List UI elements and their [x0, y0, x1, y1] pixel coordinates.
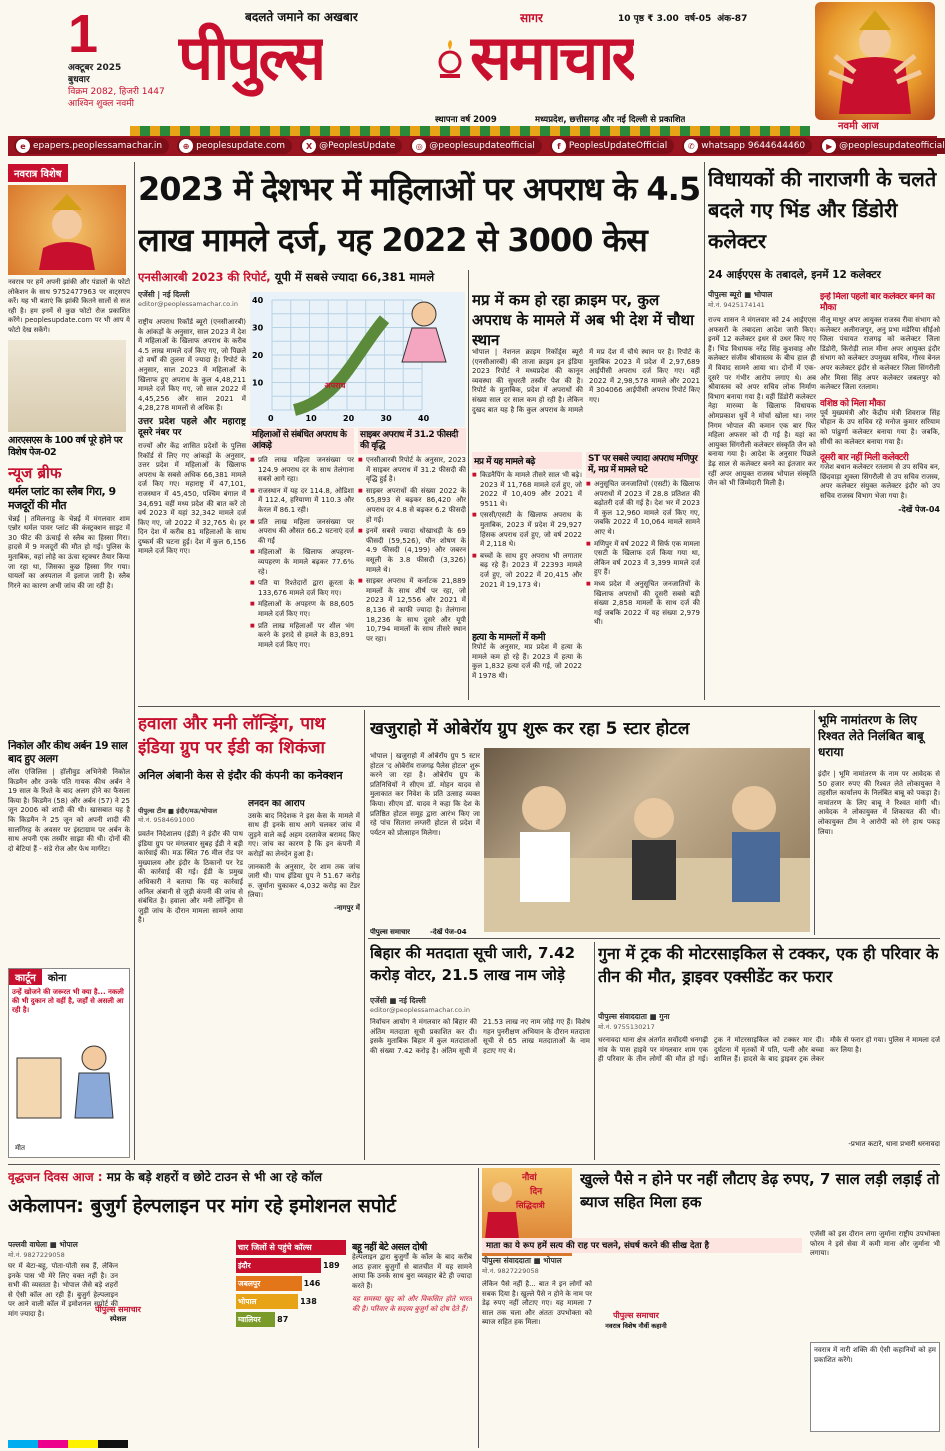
- logo-text: पीपुल्स समाचार: [613, 1311, 659, 1320]
- box-head: बहू नहीं बेटे असल दोषी: [352, 1242, 427, 1253]
- byline: एजेंसी | नई दिल्ली: [138, 290, 190, 299]
- cyber-crime-list: [358, 456, 466, 644]
- social-label: @peoplesupdateofficial: [839, 141, 945, 151]
- guna-byline: [598, 1012, 708, 1031]
- transfer-body: राज्य शासन ने मंगलवार को 24 आईएएस अफसरों के तबादला आदेश जारी किए। इनमें 12 कलेक्टर इधर से उधर किए गए हैं। भिंड विधायक नरेंद्र सिंह कुशवाह और कलेक्टर संजीव श्रीवास्तव के बीच हाल ही में विवाद सामने आया था। दोनों में एक-दूसरे पर गंभीर आरोप लगाए थे। अब श्रीवास्तव को अपर सचिव लोक निर्माण विभाग बनाया गया है। वहीं डिंडोरी कलेक्टर नेहा मारव्या के खिलाफ विधायक ओमप्रकाश धुर्वे ने मोर्चा खोला था। नगर निगम भोपाल की कमान एक बार फिर महिला अफसर को दी गई है। यहां का आयुक्त सिंगरौली कलेक्टर संस्कृति जैन को बनाया गया है। आदेश के अनुसार पिछले डेढ़ साल से कलेक्टर बनने का इंतजार कर रहीं अपर आयुक्त राजस्व भोपाल संस्कृति जैन को भी जिम्मेदारी मिली है।: [708, 316, 816, 488]
- badge-line2: दिन: [530, 1187, 543, 1197]
- elder-byline: [8, 1240, 118, 1259]
- logo-sub: नवरात्र विशेष नौवीं कहानी: [605, 1322, 667, 1330]
- list-item: ■ पति या रिश्तेदारों द्वारा क्रूरता के 133,676 मामले दर्ज किए गए।: [250, 579, 354, 598]
- byline: पीपुल्स टीम ■ इंदौर/मऊ/भोपाल: [138, 807, 218, 815]
- social-x[interactable]: [300, 138, 402, 154]
- call-value: 146: [303, 1279, 321, 1288]
- scared-woman-icon: [390, 296, 458, 366]
- date-tithi: आश्विन शुक्ल नवमी: [68, 99, 134, 109]
- byline: पीपुल्स संवाददाता ■ गुना: [598, 1012, 670, 1021]
- navratri-text: नवरात्र पर हमें अपनी झांकी और पंडालों के फोटो लोकेशन के साथ 9752477963 पर वाट्सएप करें। यह भी बताएं कि झांकी कितने सालों से सज रही है। हम इनमें से कुछ फोटो रोज प्रकाशित करेंगे। peoplesupdate.com पर भी आप ये फोटो देख सकेंगे।: [8, 278, 130, 334]
- x-tick-label: 0: [268, 414, 274, 423]
- durga-icon: [27, 190, 107, 270]
- calls-table-box: [236, 1240, 346, 1330]
- list-item: ■ एससी/एसटी के खिलाफ अपराध के मुताबिक, 2023 में प्रदेश में 29,927 हिंसक अपराध दर्ज हुए, जो वर्ष 2022 में 2,118 थे।: [472, 511, 582, 549]
- murder-box: [472, 630, 582, 698]
- bihar-headline: बिहार की मतदाता सूची जारी, 7.42 करोड़ वोटर, 21.5 लाख नाम जोड़े: [370, 944, 576, 984]
- money-note: [810, 1342, 940, 1432]
- box-head: इन्हें मिला पहली बार कलेक्टर बनने का मौका: [820, 292, 935, 313]
- y-tick-label: 40: [252, 296, 264, 305]
- mobile: मो.नं. 9425174141: [708, 301, 765, 309]
- globe-icon: ⊕: [179, 139, 193, 153]
- transfer-headline: विधायकों की नाराजगी के चलते बदले गए भिंड और डिंडोरी कलेक्टर: [708, 167, 937, 253]
- khajuraho-photo: [484, 748, 810, 932]
- x-icon: X: [302, 139, 316, 153]
- social-label: @peoplesupdateofficial: [429, 141, 535, 151]
- x-tick-label: 10: [305, 414, 317, 423]
- list-item: ■ प्रति लाख महिला जनसंख्या पर अपराध की औसत 66.2 घटनाएं दर्ज की गईं: [250, 518, 354, 547]
- box-head: महिलाओं से संबंधित अपराध के आंकड़े: [250, 428, 354, 454]
- lead-kicker-badge: एनसीआरबी 2023 की रिपोर्ट,: [138, 270, 271, 284]
- lead-byline: [138, 290, 246, 308]
- cartoon-speech: उन्हें खोजने की जरूरत भी क्या है... नकली की भी दुकान तो वहीं है, जहाँ से असली आ रही है।: [12, 988, 124, 1014]
- hawala-subhead: लेनदेन का आरोप: [248, 800, 305, 809]
- hawala-headline: हवाला और मनी लॉन्ड्रिंग, पाथ इंडिया ग्रुप पर ईडी का शिकंजा: [138, 714, 326, 758]
- date-weekday: बुधवार: [68, 75, 90, 85]
- y-tick-label: 20: [252, 351, 264, 360]
- list-item: ■ महिलाओं के खिलाफ अपहरण-व्यपहरण के मामले बढ़कर 77.6% रहे।: [250, 548, 354, 577]
- goddess-caption: नवमी आज: [838, 121, 879, 132]
- lead-para-1: राष्ट्रीय अपराध रिकॉर्ड ब्यूरो (एनसीआरबी) के आंकड़ों के अनुसार, साल 2023 में देश में महिलाओं के खिलाफ अपराध के करीब 4.5 लाख मामले दर्ज किए गए, जो पिछले दो वर्षों की तुलना में ज्यादा है। रिपोर्ट के अनुसार, साल 2023 में महिलाओं के खिलाफ हुए अपराध के कुल 4,48,211 मामले दर्ज किए गए, जो साल 2022 में 4,45,256 और साल 2021 में 4,28,278 मामलों से अधिक हैं।: [138, 318, 246, 413]
- y-tick-label: 30: [252, 323, 264, 333]
- email: editor@peoplessamachar.co.in: [370, 1006, 470, 1014]
- call-bar: जबलपुर: [236, 1276, 302, 1291]
- lead-chart: [250, 292, 465, 427]
- social-youtube[interactable]: [820, 138, 945, 154]
- social-label: PeoplesUpdateOfficial: [568, 141, 668, 151]
- cartoon-name: कोना: [47, 973, 67, 984]
- bihar-text: निर्वाचन आयोग ने मंगलवार को बिहार की अंतिम मतदाता सूची प्रकाशित कर दी। इसके मुताबिक बिहार में कुल मतदाताओं की संख्या 7.42 करोड़ है। अंतिम सूची में 21.53 लाख नए नाम जोड़े गए हैं। विशेष गहन पुनरीक्षण अभियान के दौरान मतदाता सूची से 65 लाख मतदाताओं के नाम हटाए गए थे।: [370, 1018, 590, 1055]
- toran-decoration: [130, 126, 810, 136]
- box3-head: दूसरी बार नहीं मिली कलेक्टरी: [820, 453, 909, 464]
- social-whatsapp[interactable]: [682, 138, 812, 154]
- goddess-image: [815, 2, 935, 120]
- guna-signoff: -प्रभात कटारे, थाना प्रभारी धरनावदा: [848, 1140, 940, 1148]
- y-tick-label: 10: [252, 378, 264, 388]
- elder-kicker: [8, 1168, 478, 1185]
- tagline: बदलते जमाने का अखबार: [245, 10, 358, 24]
- lead-body: [138, 318, 246, 698]
- elder-headline: अकेलापन: बुजुर्ग हेल्पलाइन पर मांग रहे इमोशनल सपोर्ट: [8, 1195, 396, 1217]
- call-value: 87: [277, 1315, 289, 1324]
- navratri-badge: नवरात्र विशेष: [8, 164, 68, 182]
- first-collector-box: [820, 292, 940, 700]
- calls-bars: [236, 1257, 346, 1328]
- note-text: नवरात्र में नारी शक्ति की ऐसी कहानियों को हम प्रकाशित करेंगे।: [814, 1346, 936, 1364]
- price-line: [618, 11, 747, 24]
- guna-text: धरनावदा थाना क्षेत्र अंतर्गत सर्वोदयी धनगढ़ी गांव के पास हाइवे पर मंगलवार शाम एक ही परिवार के तीन लोगों की मौत हो गई। ट्रक ने मोटरसाइकिल को टक्कर मार दी। दुर्घटना में मृतकों में पति, पत्नी और बच्चा शामिल हैं। हादसे के बाद ड्राइवर ट्रक लेकर मौके से फरार हो गया। पुलिस ने मामला दर्ज कर लिया है।: [598, 1036, 940, 1064]
- pages-price: 10 पृष्ठ ₹ 3.00: [618, 14, 679, 24]
- social-label: @PeoplesUpdate: [319, 141, 396, 151]
- facebook-icon: f: [552, 139, 566, 153]
- woman-illustration: [390, 296, 458, 366]
- list-item: ■ साइबर अपराध में कर्नाटक 21,889 मामलों के साथ शीर्ष पर रहा, जो 2023 में 12,556 और 2021 में 8,136 से काफी ज्यादा है। तेलंगाना 18,236 के साथ दूसरे और यूपी 10,794 मामलों के साथ तीसरे स्थान पर रहा।: [358, 577, 466, 644]
- hawala-sub: अनिल अंबानी केस से इंदौर की कंपनी का कनेक्शन: [138, 769, 343, 782]
- date-month: अक्टूबर 2025: [68, 63, 122, 73]
- byline: एजेंसी ■ नई दिल्ली: [370, 996, 426, 1005]
- date-vikram: विक्रम 2082, हिजरी 1447: [68, 87, 165, 97]
- byline: पीपुल्स संवाददाता ■ भोपाल: [482, 1256, 562, 1265]
- list-item: ■ मणिपुर में वर्ष 2022 में सिर्फ एक मामला एसटी के खिलाफ दर्ज किया गया था, लेकिन वर्ष 2023 में 3,399 मामले दर्ज हुए हैं।: [586, 540, 700, 578]
- list-item: ■ बच्चों के साथ हुए अपराध भी लगातार बढ़ रहे हैं। 2023 में 22393 मामले दर्ज हुए, जो 2022 में 20,415 और 2021 में 19,173 थे।: [472, 552, 582, 590]
- women-crime-box: [250, 428, 354, 698]
- list-item: ■ प्रति लाख महिला जनसंख्या पर 124.9 अपराध दर के साथ तेलंगाना सबसे आगे रहा।: [250, 456, 354, 485]
- hawala-body-1: प्रवर्तन निदेशालय (ईडी) ने इंदौर की पाथ इंडिया ग्रुप पर मंगलवार सुबह ईडी ने बड़ी कार्रवाई की। मऊ स्थित 76 मील रोड पर मुख्यालय और इंदौर के ठिकानों पर रेड की कार्रवाई की गई। ईडी के प्रमुख अधिकारी ने बताया कि यह कार्रवाई अनिल अंबानी से जुड़ी कंपनी की जांच से संबंधित है। हवाला और मनी लॉन्ड्रिंग से जुड़ी जांच के दौरान मामला सामने आया है।: [138, 830, 243, 925]
- rss-thumbnail: [8, 340, 126, 432]
- lead-headline: 2023 में देशभर में महिलाओं पर अपराध के 4.5 लाख मामले दर्ज, यह 2022 से 3000 केस: [138, 170, 701, 259]
- list-item: ■ प्रति लाख महिलाओं पर शील भंग करने के इरादे से हमले के 83,891 मामले दर्ज किए गए।: [250, 622, 354, 651]
- call-bar-row: [236, 1275, 346, 1292]
- money-quote: माता का ये रूप हमें सत्य की राह पर चलने, संघर्ष करने की सीख देता है: [482, 1238, 802, 1253]
- list-item: ■ अनुसूचित जनजातियों (एसटी) के खिलाफ अपराधों में 2023 में 28.8 प्रतिशत की बढ़ोतरी दर्ज की गई है। देश भर में 2023 में कुल 12,960 मामले दर्ज किए गए, जबकि 2022 में 10,064 मामले सामने आए थे।: [586, 480, 700, 538]
- money-logo: [596, 1310, 676, 1330]
- signoff: -नागपुर में: [333, 903, 360, 912]
- list-item: ■ महिलाओं के अपहरण के 88,605 मामले दर्ज किए गए।: [250, 600, 354, 619]
- nicole-headline: निकोल और कीथ अर्बन 19 साल बाद हुए अलग: [8, 740, 128, 765]
- date-number: 1: [68, 4, 99, 64]
- call-bar: भोपाल: [236, 1294, 298, 1309]
- series-label: अपराध: [324, 381, 346, 390]
- badge-line3: सिद्धिदात्री: [516, 1201, 545, 1210]
- social-label: whatsapp 9644644460: [701, 141, 806, 151]
- mp-increase-list: [472, 471, 582, 590]
- social-facebook[interactable]: [550, 138, 674, 154]
- mobile: मो.नं. 9755130217: [598, 1023, 655, 1031]
- cyber-crime-box: [358, 428, 466, 698]
- mp-increase-box: [472, 452, 582, 627]
- box-head: साइबर अपराध में 31.2 फीसदी की वृद्धि: [358, 428, 466, 454]
- mp-body: भोपाल | नेशनल क्राइम रिकॉर्ड्स ब्यूरो (एनसीआरबी) की ताजा क्राइम इन इंडिया 2023 रिपोर्ट ने मध्यप्रदेश की कानून व्यवस्था की सुधरती तस्वीर पेश की है। रिपोर्ट के मुताबिक, प्रदेश में अपराधों की संख्या साल दर साल कम हो रही है। लेकिन दुखद बात यह है कि कुल अपराध के मामले में मप्र देश में चौथे स्थान पर है। रिपोर्ट के मुताबिक 2023 में प्रदेश में 2,97,689 आईपीसी अपराध दर्ज किए गए। वहीं 2022 में 2,98,578 मामले और 2021 में 304066 आईपीसी अपराध रिपोर्ट किए गए।: [472, 348, 700, 414]
- durga-image: [8, 185, 126, 275]
- transfer-byline: [708, 290, 816, 309]
- lead-kicker: [138, 270, 698, 285]
- logo-sub: स्पेशल: [109, 1315, 127, 1323]
- lead-subhead: उत्तर प्रदेश पहले और महाराष्ट्र दूसरे नंबर पर: [138, 416, 246, 438]
- murder-text: रिपोर्ट के अनुसार, मप्र प्रदेश में हत्या के मामले कम हो रहे हैं। 2023 में हत्या के कुल 1,832 हत्या दर्ज की गई, जो 2022 में 1978 थी।: [472, 643, 582, 680]
- elder-kicker-text: मप्र के बड़े शहरों व छोटे टाउन से भी आ रहे कॉल: [106, 1170, 323, 1184]
- city-label: सागर: [520, 11, 543, 25]
- murder-head: हत्या के मामलों में कमी: [472, 632, 546, 643]
- hawala-body-2: [248, 800, 360, 1160]
- call-bar-row: [236, 1311, 346, 1328]
- list-item: ■ किडनैपिंग के मामले तीसरे साल भी बढ़े। 2023 में 11,768 मामले दर्ज हुए, जो 2022 में 10,409 और 2021 में 9511 थे।: [472, 471, 582, 509]
- signoff: -देखें पेज-04: [898, 504, 940, 514]
- call-bar: इंदौर: [236, 1258, 321, 1273]
- date-block: [68, 62, 178, 110]
- states-label: मध्यप्रदेश, छत्तीसगढ़ और नई दिल्ली से प्रकाशित: [535, 115, 686, 125]
- guna-headline: गुना में ट्रक की मोटरसाइकिल से टक्कर, एक ही परिवार के तीन की मौत, ड्राइवर एक्सीडेंट कर फरार: [598, 944, 939, 986]
- whatsapp-icon: ✆: [684, 139, 698, 153]
- khajuraho-text: भोपाल | खजुराहो में ओबेरॉय ग्रुप 5 स्टार होटल 'द ओबेरॉय राजगढ़ पैलेस होटल' शुरू करने जा रहा है। ओबेरॉय ग्रुप के प्रतिनिधियों ने सीएम डॉ. मोहन यादव से मुलाकात कर निवेश के प्रति उत्साह व्यक्त किया। सीएम डॉ. यादव ने कहा कि देश के प्रतिष्ठित होटल समूह द्वारा आरंभ किए जा रहे पांच सितारा लग्जरी होटल से प्रदेश में पर्यटन को प्रोत्साहन मिलेगा।: [370, 752, 480, 837]
- list-item: ■ इनमें सबसे ज्यादा धोखाधड़ी के 69 फीसदी (59,526), यौन शोषण के 4.9 फीसदी (4,199) और जबरन वसूली के 3.8 फीसदी (3,326) मामले थे।: [358, 527, 466, 575]
- list-item: ■ मध्य प्रदेश में अनुसूचित जनजातियों के खिलाफ अपराधों की दूसरी सबसे बड़ी संख्या 2,858 मामलों के साथ दर्ज की गई जबकि 2022 में यह संख्या 2,979 थी।: [586, 580, 700, 628]
- bribe-headline: भूमि नामांतरण के लिए रिश्वत लेते निलंबित बाबू धराया: [818, 713, 924, 759]
- social-instagram[interactable]: [410, 138, 542, 154]
- money-headline: खुल्ले पैसे न होने पर नहीं लौटाए डेढ़ रुपए, 7 साल लड़ी लड़ाई तो ब्याज सहित मिला हक: [580, 1170, 940, 1211]
- mp-headline: मप्र में कम हो रहा क्राइम पर, कुल अपराध के मामले में अब भी देश में चौथा स्थान: [472, 291, 694, 349]
- box2-text: पूर्व मुख्यमंत्री और केंद्रीय मंत्री शिवराज सिंह चौहान के उप सचिव रहे मनोज कुमार सरियाम को पांढुर्णा कलेक्टर बनाया गया है। जबकि, सीधी का कलेक्टर बनाया गया है।: [820, 408, 940, 446]
- rss-headline: आरएसएस के 100 वर्ष पूरे होने पर विशेष पेज-02: [8, 434, 123, 458]
- call-bar-row: [236, 1293, 346, 1310]
- bribe-text: इंदौर | भूमि नामांतरण के नाम पर आवेदक से 50 हजार रुपए की रिश्वत लेते लोकायुक्त ने तहसील कार्यालय के निलंबित बाबू को पकड़ा है। नामांतरण के लिए बाबू ने रिश्वत मांगी थी। आवेदक ने लोकायुक्त में शिकायत की थी। लोकायुक्त टीम ने आरोपी को रंगे हाथ पकड़ लिया।: [818, 770, 940, 836]
- call-value: 138: [300, 1297, 317, 1306]
- call-bar: ग्वालियर: [236, 1312, 275, 1327]
- list-item: ■ राजस्थान में यह दर 114.8, ओडिशा में 112.4, हरियाणा में 110.3 और केरल में 86.1 रही।: [250, 487, 354, 516]
- x-tick-label: 30: [380, 414, 392, 423]
- list-item: ■ साइबर अपराधों की संख्या 2022 के 65,893 से बढ़कर 86,420 और अपराध दर 4.8 से बढ़कर 6.2 फीसदी हो गई।: [358, 487, 466, 525]
- khajuraho-signoff: -देखें पेज-04: [430, 928, 467, 936]
- cartoon-badge: कार्टून: [9, 969, 42, 985]
- money-right-text: एजेंसी को इस दौरान लगा जुर्माना राष्ट्रीय उपभोक्ता फोरम ने इसे सेवा में कमी माना और जुर्माना भी लगाया।: [810, 1230, 940, 1258]
- elder-logo: [88, 1304, 148, 1324]
- hawala-byline: [138, 806, 243, 824]
- logo-text: पीपुल्स समाचार: [95, 1305, 141, 1314]
- color-registration-bar: [8, 1440, 128, 1448]
- transfer-sub: 24 आईएएस के तबादले, इनमें 12 कलेक्टर: [708, 269, 881, 281]
- table-head: चार जिलों से पहुंचे कॉल्स: [236, 1240, 346, 1255]
- mobile: मो.नं. 9827229058: [8, 1251, 65, 1259]
- instagram-icon: ◎: [412, 139, 426, 153]
- quote-text: यह समस्या खुद को और विकसित होते भारत की है। परिवार के सदस्य बुजुर्ग को दोष देते हैं।: [352, 1295, 472, 1313]
- meeting-photo-icon: [484, 748, 810, 932]
- mobile: मो.नं. 9584691000: [138, 816, 195, 824]
- box-head: मप्र में यह मामले बढ़े: [472, 452, 582, 469]
- box-text: नीलू माथुर अपर आयुक्त राजस्व रीवा संभाग को कलेक्टर अलीराजपुर, अनु प्रभा मडेरिया सीईओ जिला पंचायत राजगढ़ को कलेक्टर जिला डिंडोरी, किरोड़ी लाल मीना अपर आयुक्त इंदौर संभाग को कलेक्टर उपमुख्य सचिव, गौरव बेनल अपर कलेक्टर इंदौर से कलेक्टर जिला सिंगरौली और मिसा सिंह अपर कलेक्टर जबलपुर को कलेक्टर जिला रतलाम।: [820, 316, 940, 392]
- social-epaper[interactable]: [14, 138, 169, 154]
- masthead: [0, 0, 945, 136]
- founded-label: स्थापना वर्ष 2009: [435, 115, 497, 125]
- khajuraho-headline: खजुराहो में ओबेरॉय ग्रुप शुरू कर रहा 5 स्टार होटल: [370, 719, 690, 739]
- box3-text: गजेश बधान कलेक्टर रतलाम से उप सचिव बन, छिंदवाड़ा शुक्ला सिंगरौली से उप सचिव राजस्व, अपर कलेक्टर संयुक्त कलेक्टर इंदौर को उप सचिव राजस्व विभाग भेजा गया है।: [820, 463, 940, 500]
- mp-st-box: [586, 452, 700, 697]
- cartoon-sign: मीत: [15, 1144, 25, 1152]
- box-head: ST पर सबसे ज्यादा अपराध मणिपुर में, मप्र में मामले घटे: [586, 452, 700, 478]
- lead-kicker-text: यूपी में सबसे ज्यादा 66,381 मामले: [274, 270, 435, 284]
- paper-title-right: समाचार: [470, 21, 634, 94]
- money-byline: [482, 1256, 592, 1275]
- mp-st-list: [586, 480, 700, 628]
- social-label: peoplesupdate.com: [196, 141, 286, 151]
- lamp-logo-icon: [432, 40, 468, 90]
- box-text: हेल्पलाइन द्वारा बुजुर्गों के कॉल के बाद करीब आठ हजार बुजुर्गों से बातचीत में यह सामने आया कि उनके साथ बुरा व्यवहार बेटे ही ज्यादा करते हैं।: [352, 1253, 472, 1290]
- x-tick-label: 20: [343, 414, 355, 423]
- son-box: [352, 1240, 472, 1440]
- money-text: लेकिन पैसे नहीं है... बात ने इन लोगों को सबक दिया है। खुल्ले पैसे न होने के नाम पर डेढ़ रुपए नहीं लौटाए गए। यह मामला 7 साल तक चला और अंततः उपभोक्ता को ब्याज सहित हक मिला।: [482, 1280, 592, 1327]
- x-tick-label: 40: [418, 414, 430, 423]
- social-bar: [8, 136, 945, 156]
- mobile: मो.नं. 9827229058: [482, 1267, 539, 1275]
- goddess-icon: [815, 2, 935, 120]
- khajuraho-photo-caption: पीपुल्स समाचार: [370, 928, 411, 936]
- social-website[interactable]: [177, 138, 292, 154]
- thermal-headline: थर्मल प्लांट का स्लैब गिरा, 9 मजदूरों की मौत: [8, 484, 116, 512]
- year-label: वर्ष-05: [684, 14, 712, 24]
- call-bar-row: [236, 1257, 346, 1274]
- hawala-para-3: जानकारी के अनुसार, देर शाम तक जांच जारी थी। पाथ इंडिया ग्रुप ने 51.67 करोड़ रु. जुर्माना चुकाकर 4,032 करोड़ का टेंडर लिया।: [248, 862, 360, 900]
- badge-line1: नौवां: [522, 1173, 537, 1183]
- cartoon-drawing: [9, 1018, 129, 1128]
- bihar-byline: [370, 996, 480, 1014]
- elder-text: घर में बेटा-बहू, पोता-पोती सब हैं, लेकिन इनके पास भी मेरे लिए वक्त नहीं है। उन सभी की व्यस्तता है। भोपाल जैसे बड़े शहरों से ऐसी कॉल आ रही हैं। बुजुर्ग हेल्पलाइन पर आने वाली कॉल में इमोशनल सपोर्ट की मांग ज्यादा है।: [8, 1262, 118, 1318]
- elder-kicker-red: वृद्धजन दिवस आज :: [8, 1170, 103, 1184]
- nicole-text: लॉस एंजिलिस | हॉलीवुड अभिनेत्री निकोल किडमैन और उनके पति गायक कीथ अर्बन ने 19 साल के रिश्ते के बाद अलग होने का फैसला किया है। किडमैन (58) और अर्बन (57) ने 25 जून 2006 को शादी की थी। खासबात यह है कि किडमैन ने 25 जून को अपनी शादी की सालगिरह के अवसर पर इंस्टाग्राम पर अर्बन के साथ अपनी एक तस्वीर साझा की थी। दोनों की दो बेटियां हैं - संडे रोज और फेथ मार्गरेट।: [8, 768, 130, 853]
- cartoon-block: [8, 968, 130, 1158]
- byline: पल्लवी वाघेला ■ भोपाल: [8, 1240, 78, 1249]
- call-value: 189: [323, 1261, 340, 1270]
- lead-para-2: राज्यों और केंद्र शासित प्रदेशों के पुलिस रिकॉर्ड से लिए गए आंकड़ों के अनुसार, उत्तर प्रदेश में महिलाओं के खिलाफ अपराध के सबसे अधिक 66,381 मामले दर्ज किए गए। महाराष्ट्र में 47,101, राजस्थान में 45,450, पश्चिम बंगाल में 34,691 वहीं मध्य प्रदेश की बात करें तो वर्ष 2023 में यहां 32,342 मामले दर्ज किए गए, जो 2022 में 32,765 थे। हर दिन देश में करीब 81 महिलाओं के साथ दुष्कर्म की घटना हुई। देश में कुल 6,156 मामले दर्ज किए गए।: [138, 441, 246, 556]
- issue-label: अंक-87: [717, 14, 748, 24]
- epaper-icon: e: [16, 139, 30, 153]
- social-label: epapers.peoplessamachar.in: [33, 141, 163, 151]
- news-brief-label: न्यूज ब्रीफ: [8, 463, 62, 482]
- email: editor@peoplessamachar.co.in: [138, 300, 238, 308]
- list-item: ■ एनसीआरबी रिपोर्ट के अनुसार, 2023 में साइबर अपराध में 31.2 फीसदी की वृद्धि हुई है।: [358, 456, 466, 485]
- nicole-block: [8, 740, 130, 955]
- box2-head: वशिष्ठ को मिला मौका: [820, 398, 886, 409]
- youtube-icon: ▶: [822, 139, 836, 153]
- thermal-text: चेन्नई | तमिलनाडु के चेन्नई में मंगलवार शाम एन्नोर थर्मल पावर प्लांट की कंस्ट्रक्शन साइट में 30 फीट की ऊंचाई से स्लैब का हिस्सा गिरा। हादसे में 9 मजदूरों की मौत हो गई। पुलिस के मुताबिक, वहां लोहे का ऊंचा स्ट्रक्चर तैयार किया जा रहा था, जिसका कुछ हिस्सा गिर गया। घायलों का अस्पताल में इलाज जारी है। स्लैब गिरने का कारण अभी जांच की जा रही है।: [8, 514, 130, 590]
- hawala-para-2: उसके बाद निदेशक ने इस केस के मामले में साथ ही इनके साथ आगे चलकर जांच में जुड़ने वाले कई अहम दस्तावेज बरामद किए गए। जांच का कारण है कि इन कंपनी में करोड़ों का लेनदेन हुआ है।: [248, 811, 360, 858]
- byline: पीपुल्स ब्यूरो ■ भोपाल: [708, 290, 773, 299]
- paper-title-left: पीपुल्स: [178, 21, 324, 94]
- women-crime-list: [250, 456, 354, 650]
